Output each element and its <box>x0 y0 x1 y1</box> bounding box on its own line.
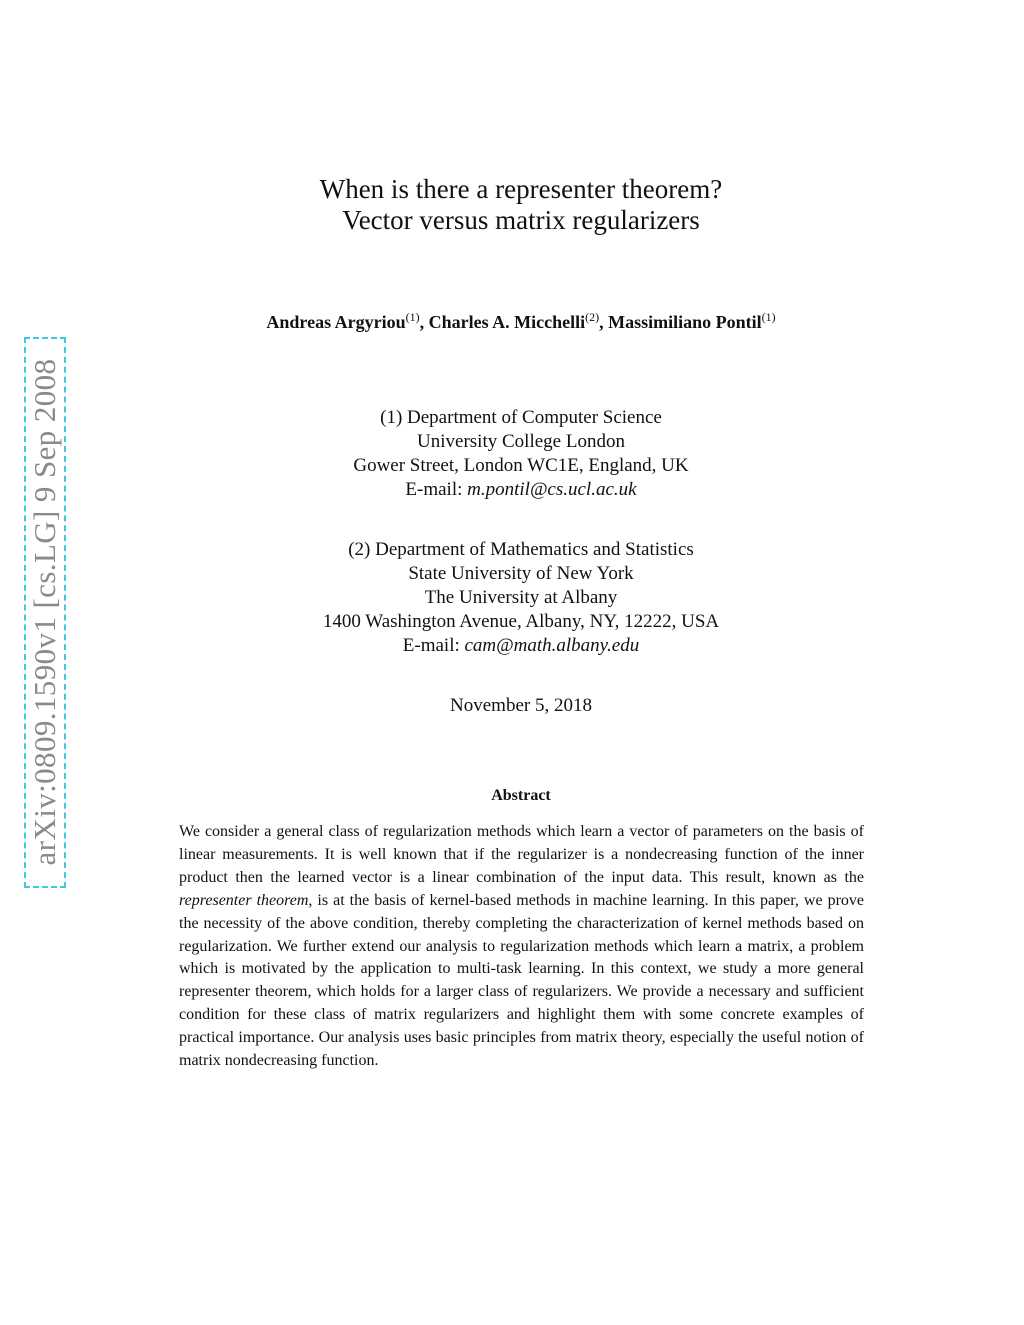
email-address: m.pontil@cs.ucl.ac.uk <box>467 479 637 500</box>
affiliation-block-2 <box>0 538 1024 658</box>
arxiv-stamp: arXiv:0809.1590v1 [cs.LG] 9 Sep 2008 <box>27 358 62 866</box>
affiliation-line: The University at Albany <box>424 587 618 608</box>
affiliation-block-1 <box>0 406 1024 502</box>
affiliation-line: 1400 Washington Avenue, Albany, NY, 12222, USA <box>322 611 720 632</box>
email-label: E-mail: <box>402 635 460 656</box>
email-label: E-mail: <box>405 479 463 500</box>
author-name: Andreas Argyriou <box>266 312 406 332</box>
affiliation-line: Gower Street, London WC1E, England, UK <box>353 455 689 476</box>
author-list: Andreas Argyriou$^{(1)}$, Charles A. Micchelli$^{(2)}$, Massimiliano Pontil$^{(1)}$ <box>266 310 776 332</box>
paper-date: November 5, 2018 <box>450 695 592 716</box>
author-affiliation-mark: (1) <box>761 310 776 324</box>
abstract-text-part: We consider a general class of regularization methods which learn a vector of parameters on the basis of linear measurements. It is well known that if the regularizer is a nondecreasing function of the inner product then the learned vector is a linear combination of the input data. This result, known as the <box>179 823 864 886</box>
abstract-heading: Abstract <box>491 787 551 804</box>
author-affiliation-mark: (2) <box>585 310 600 324</box>
affiliation-email-line <box>0 634 1024 658</box>
affiliation-email-line <box>0 478 1024 502</box>
affiliation-line: University College London <box>417 431 625 452</box>
affiliation-line: State University of New York <box>408 563 634 584</box>
abstract-text <box>179 821 864 1073</box>
abstract-text-part: , is at the basis of kernel-based methods in machine learning. In this paper, we prove the necessity of the above condition, thereby completing the characterization of kernel methods based on regularization. We further extend our analysis to regularization methods which learn a matrix, a problem which is motivated by the application to multi-task learning. In this context, we study a more general representer theorem, which holds for a larger class of regularizers. We provide a necessary and sufficient condition for these class of matrix regularizers and highlight them with some concrete examples of practical importance. Our analysis uses basic principles from matrix theory, especially the useful notion of matrix nondecreasing function. <box>179 891 865 1070</box>
affiliation-line: (2) Department of Mathematics and Statistics <box>348 539 694 560</box>
abstract-emphasis: representer theorem <box>179 891 309 909</box>
author-name: Massimiliano Pontil <box>608 312 762 332</box>
author-affiliation-mark: (1) <box>405 310 420 324</box>
affiliation-line: (1) Department of Computer Science <box>380 407 662 428</box>
email-address: cam@math.albany.edu <box>464 635 640 656</box>
paper-title-line-1: When is there a representer theorem? <box>319 174 723 204</box>
paper-title-line-2: Vector versus matrix regularizers <box>342 205 700 235</box>
author-name: Charles A. Micchelli <box>428 312 586 332</box>
